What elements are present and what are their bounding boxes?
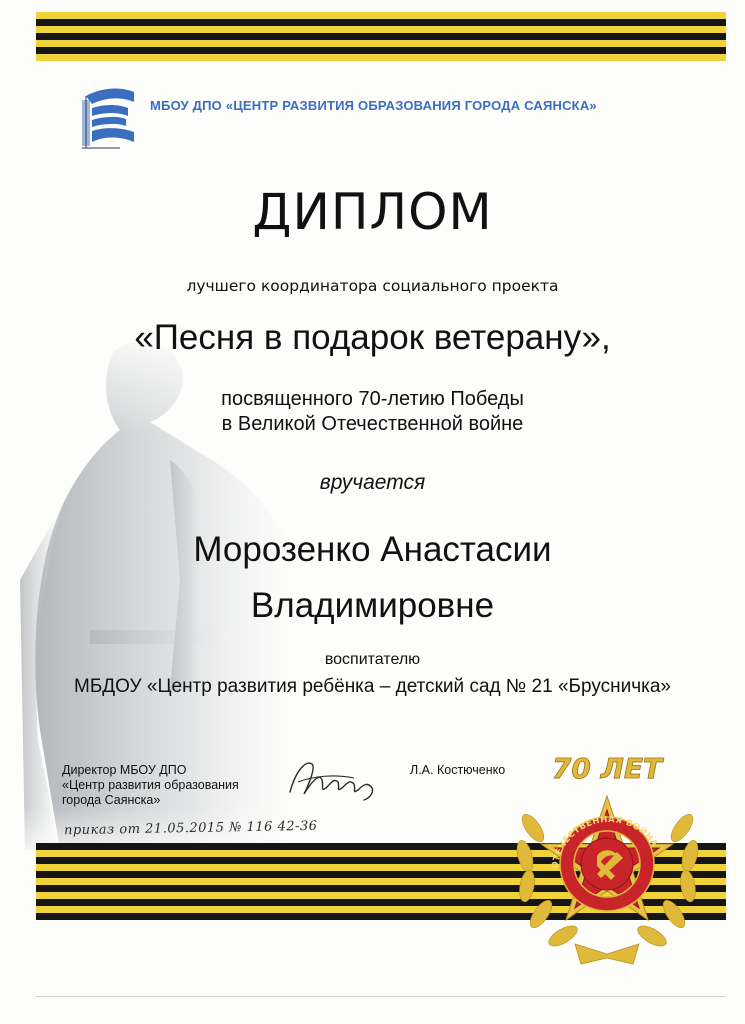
handwritten-order-note: приказ от 21.05.2015 № 116 42-36 xyxy=(63,818,318,839)
emblem-ring-text: ОТЕЧЕСТВЕННАЯ ВОЙНА xyxy=(550,814,660,870)
emblem-years-text: 70 ЛЕТ xyxy=(551,752,663,785)
organization-name: МБОУ ДПО «ЦЕНТР РАЗВИТИЯ ОБРАЗОВАНИЯ ГОРОДА САЯНСКА» xyxy=(150,98,597,113)
recipient-name xyxy=(0,522,745,634)
victory-70-years-emblem xyxy=(505,748,710,973)
recipient-position: воспитателю xyxy=(324,651,421,668)
dedication-line-1: посвященного 70-летию Победы xyxy=(221,388,524,410)
recipient-line-2: Владимировне xyxy=(250,586,495,625)
handwritten-signature xyxy=(284,752,384,806)
director-line-2: «Центр развития образования xyxy=(62,778,239,792)
organization-logo xyxy=(80,86,136,150)
dedication-line-2: в Великой Отечественной войне xyxy=(221,413,524,435)
project-name: «Песня в подарок ветерану», xyxy=(134,318,611,357)
signer-name: Л.А. Костюченко xyxy=(410,763,506,777)
diploma-subtitle: лучшего координатора социального проекта xyxy=(186,277,559,295)
awarded-text: вручается xyxy=(319,471,426,494)
st-george-ribbon-top xyxy=(36,12,726,61)
dedication xyxy=(0,387,745,437)
director-title xyxy=(62,763,282,808)
recipient-line-1: Морозенко Анастасии xyxy=(193,530,552,569)
bottom-edge-line xyxy=(36,996,726,997)
director-line-1: Директор МБОУ ДПО xyxy=(62,763,187,777)
recipient-institution: МБДОУ «Центр развития ребёнка – детский сад № 21 «Брусничка» xyxy=(74,676,671,697)
diploma-title: ДИПЛОМ xyxy=(252,183,493,241)
director-line-3: города Саянска» xyxy=(62,793,161,807)
